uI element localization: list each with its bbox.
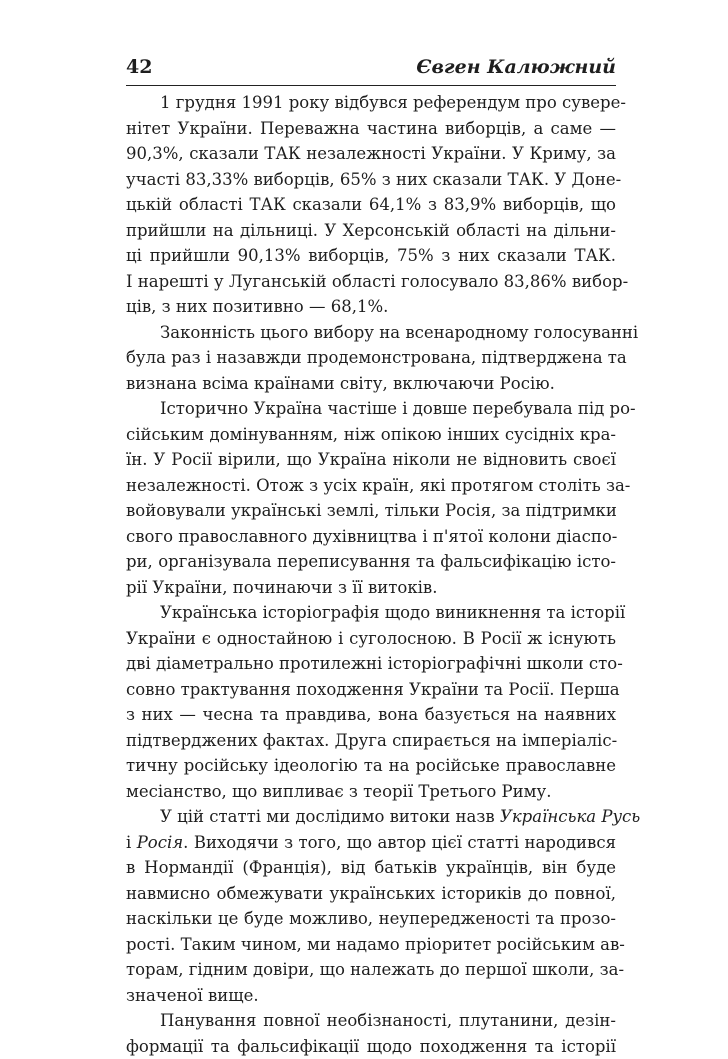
text-line: Законність цього вибору на всенародному голосуванні <box>126 320 616 346</box>
text-line: совно трактування походження України та Росії. Перша <box>126 677 616 703</box>
text-line: Історично Україна частіше і довше перебувала під ро- <box>126 396 616 422</box>
text-line: участі 83,33% виборців, 65% з них сказали ТАК. У Доне- <box>126 167 616 193</box>
text-line: Українська історіографія щодо виникнення та історії <box>126 600 616 626</box>
paragraph <box>126 320 616 397</box>
text-line: ри, організувала переписування та фальсифікацію істо- <box>126 549 616 575</box>
text-line: значеної вище. <box>126 983 616 1009</box>
text-line: У цій статті ми дослідимо витоки назв Українська Русь <box>126 804 616 830</box>
running-title: Євген Калюжний <box>416 56 616 78</box>
page-number: 42 <box>126 56 152 78</box>
text-line: України є одностайною і суголосною. В Росії ж існують <box>126 626 616 652</box>
text-line: нітет України. Переважна частина виборців, а саме — <box>126 116 616 142</box>
text-line: підтверджених фактах. Друга спирається на імперіаліс- <box>126 728 616 754</box>
text-line: торам, гідним довіри, що належать до першої школи, за- <box>126 957 616 983</box>
text-line: Панування повної необізнаності, плутанини, дезін- <box>126 1008 616 1034</box>
text-line: їн. У Росії вірили, що Україна ніколи не відновить своєї <box>126 447 616 473</box>
italic-term: Росія <box>137 833 183 852</box>
italic-term: Українська Русь <box>500 807 640 826</box>
text-line: 90,3%, сказали ТАК незалежності України. У Криму, за <box>126 141 616 167</box>
paragraph <box>126 600 616 804</box>
text-line: в Нормандії (Франція), від батьків українців, він буде <box>126 855 616 881</box>
paragraph <box>126 804 616 1008</box>
text-line: свого православного духівництва і п'ятої колони діаспо- <box>126 524 616 550</box>
text-line: тичну російську ідеологію та на російське православне <box>126 753 616 779</box>
paragraph <box>126 90 616 320</box>
text-line: ці прийшли 90,13% виборців, 75% з них сказали ТАК. <box>126 243 616 269</box>
text-line: навмисно обмежувати українських істориків до повної, <box>126 881 616 907</box>
paragraph <box>126 396 616 600</box>
text-line: наскільки це буде можливо, неупередженості та прозо- <box>126 906 616 932</box>
header-rule <box>126 85 616 86</box>
text-line: цькій області ТАК сказали 64,1% з 83,9% виборців, що <box>126 192 616 218</box>
text-line: визнана всіма країнами світу, включаючи Росію. <box>126 371 616 397</box>
text-line: ців, з них позитивно — 68,1%. <box>126 294 616 320</box>
text-line: І нарешті у Луганській області голосувало 83,86% вибор- <box>126 269 616 295</box>
running-head <box>126 56 616 84</box>
text-line: сійським домінуванням, ніж опікою інших сусідніх кра- <box>126 422 616 448</box>
text-line: прийшли на дільниці. У Херсонській області на дільни- <box>126 218 616 244</box>
text-line: дві діаметрально протилежні історіографічні школи сто- <box>126 651 616 677</box>
text-line: з них — чесна та правдива, вона базується на наявних <box>126 702 616 728</box>
text-line: і Росія. Виходячи з того, що автор цієї статті народився <box>126 830 616 856</box>
text-line: 1 грудня 1991 року відбувся референдум про сувере- <box>126 90 616 116</box>
text-line: формації та фальсифікації щодо походження та історії <box>126 1034 616 1059</box>
body-text <box>126 90 616 1059</box>
text-line: месіанство, що випливає з теорії Третього Риму. <box>126 779 616 805</box>
text-line: була раз і назавжди продемонстрована, підтверджена та <box>126 345 616 371</box>
text-line: войовували українські землі, тільки Росія, за підтримки <box>126 498 616 524</box>
text-line: рості. Таким чином, ми надамо пріоритет російським ав- <box>126 932 616 958</box>
text-line: незалежності. Отож з усіх країн, які протягом століть за- <box>126 473 616 499</box>
paragraph <box>126 1008 616 1059</box>
text-line: рії України, починаючи з її витоків. <box>126 575 616 601</box>
